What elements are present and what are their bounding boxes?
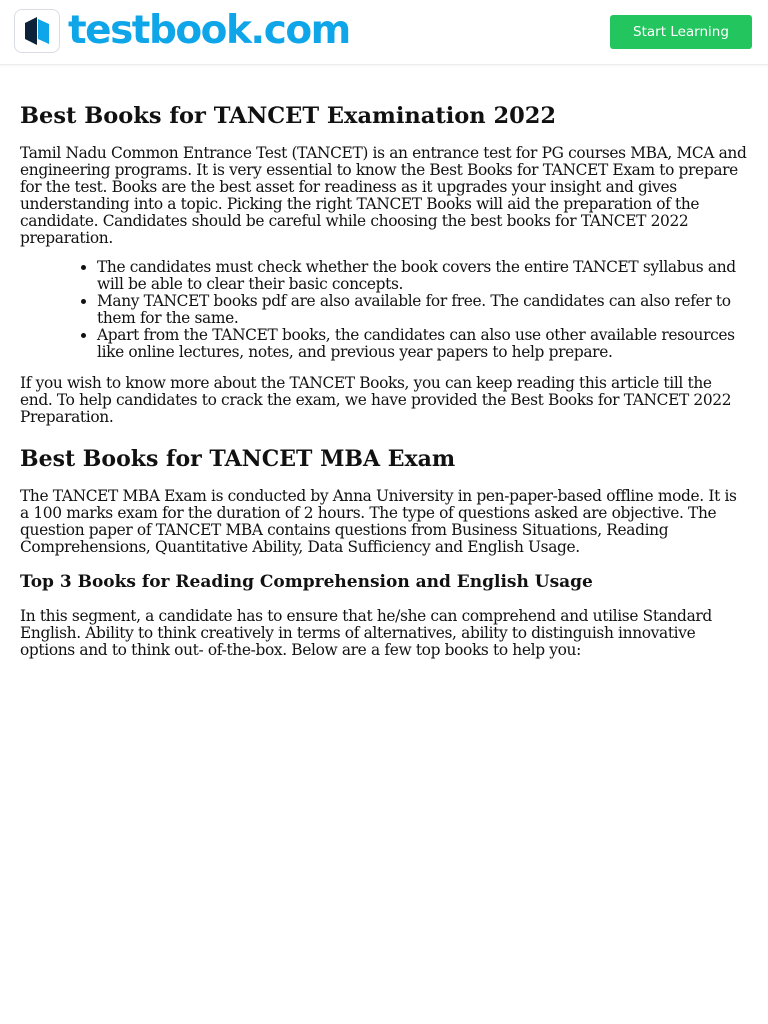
testbook-logo-icon [14, 9, 60, 53]
tips-list [20, 259, 748, 361]
site-header [0, 0, 768, 65]
mba-paragraph: The TANCET MBA Exam is conducted by Anna University in pen-paper-based offline mode. It is a 100 marks exam for the duration of 2 hours. The type of questions asked are objective. The question paper of TANCET MBA contains questions from Business Situations, Reading Comprehensions, Quantitative Ability, Data Sufficiency and English Usage. [20, 487, 737, 556]
list-item: • The candidates must check whether the book covers the entire TANCET syllabus and will be able to clear their basic concepts. [97, 259, 748, 293]
list-item: • Apart from the TANCET books, the candidates can also use other available resources like online lectures, notes, and previous year papers to help prepare. [97, 327, 748, 361]
section-heading-mba: Best Books for TANCET MBA Exam [20, 446, 456, 472]
intro-paragraph: Tamil Nadu Common Entrance Test (TANCET) is an entrance test for PG courses MBA, MCA and engineering programs. It is very essential to know the Best Books for TANCET Exam to prepare for the test. Books are the best asset for readiness as it upgrades your insight and gives understanding into a topic. Picking the right TANCET Books will aid the preparation of the candidate. Candidates should be careful while choosing the best books for TANCET 2022 preparation. [20, 144, 747, 247]
logo-text: testbook.com [68, 8, 350, 53]
start-learning-button[interactable]: Start Learning [610, 15, 752, 49]
section-heading-reading: Top 3 Books for Reading Comprehension and English Usage [20, 572, 593, 592]
reading-paragraph: In this segment, a candidate has to ensure that he/she can comprehend and utilise Standard English. Ability to think creatively in terms of alternatives, ability to distinguish innovative options and to think out- of-the-box. Below are a few top books to help you: [20, 607, 712, 659]
page-title: Best Books for TANCET Examination 2022 [20, 103, 557, 129]
article-body [0, 101, 768, 659]
follow-up-paragraph: If you wish to know more about the TANCET Books, you can keep reading this article till the end. To help candidates to crack the exam, we have provided the Best Books for TANCET 2022 Preparation. [20, 374, 732, 426]
list-item: • Many TANCET books pdf are also available for free. The candidates can also refer to them for the same. [97, 293, 748, 327]
site-logo[interactable] [14, 9, 350, 53]
